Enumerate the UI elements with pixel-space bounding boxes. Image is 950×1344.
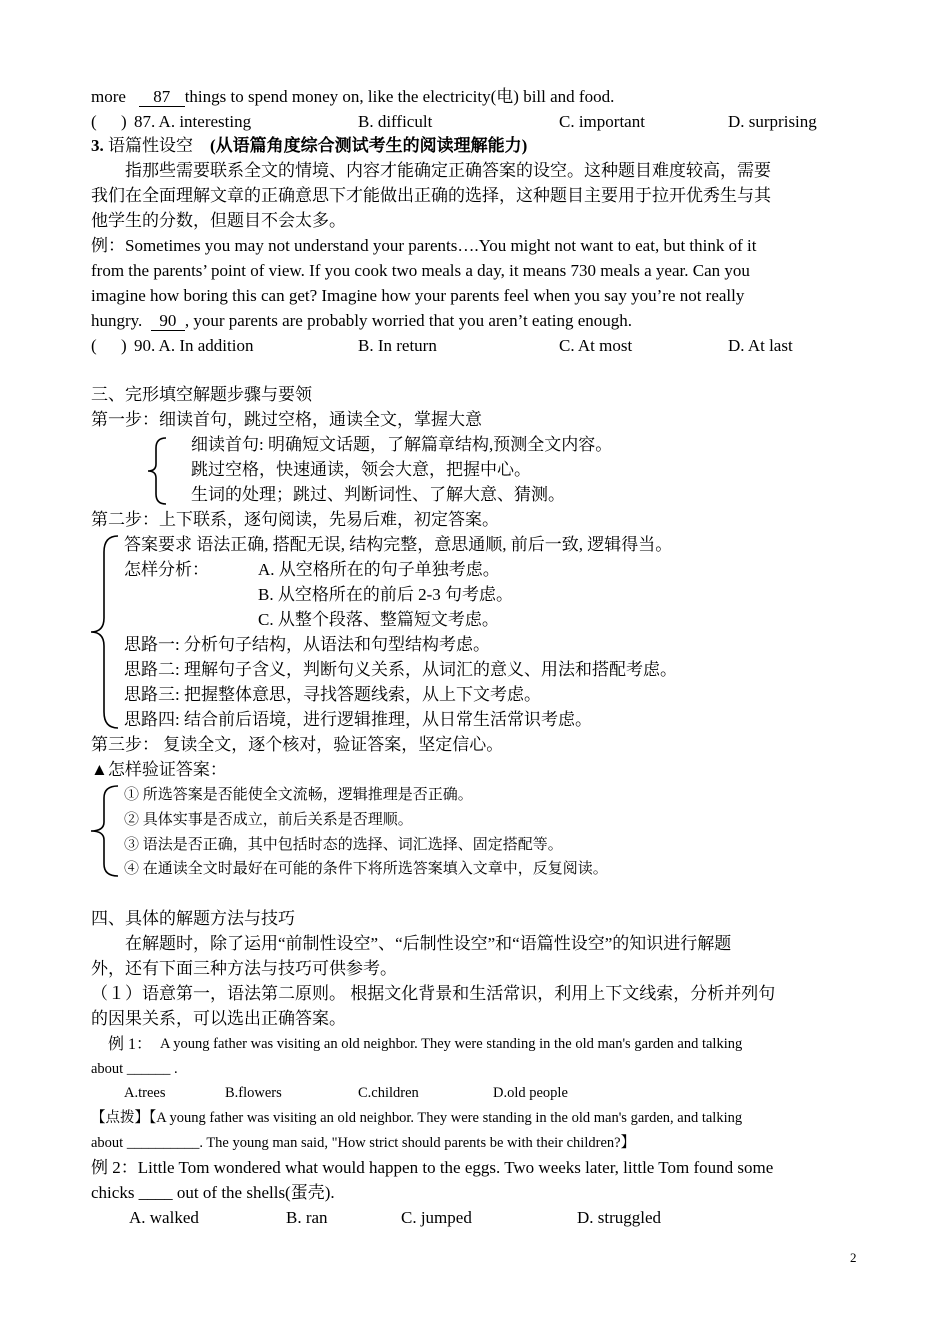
paragraph-line: 的因果关系，可以选出正确答案。 — [91, 1009, 346, 1028]
curly-brace-icon — [88, 784, 122, 878]
analysis-label: 怎样分析： — [124, 560, 209, 579]
answer-blank: 87 — [139, 88, 185, 107]
verify-item: ④ 在通读全文时最好在可能的条件下将所选答案填入文章中，反复阅读。 — [124, 861, 608, 877]
question-90: ( ) 90. A. In addition B. In return C. At most D. At last — [91, 336, 793, 355]
verify-heading: ▲怎样验证答案： — [91, 760, 227, 779]
analysis-item: A. 从空格所在的句子单独考虑。 — [258, 560, 500, 579]
section-title: 四、具体的解题方法与技巧 — [91, 909, 295, 928]
paragraph-line: 外，还有下面三种方法与技巧可供参考。 — [91, 959, 397, 978]
verify-item: ③ 语法是否正确，其中包括时态的选择、词汇选择、固定搭配等。 — [124, 837, 563, 853]
idea-item: 思路四: 结合前后语境，进行逻辑推理，从日常生活常识考虑。 — [124, 710, 592, 729]
step-one-item: 跳过空格，快速通读，领会大意，把握中心。 — [191, 460, 531, 479]
curly-brace-icon — [88, 534, 122, 730]
example-label: 例 1： — [108, 1036, 153, 1053]
step-one-item: 细读首句: 明确短文话题，了解篇章结构,预测全文内容。 — [191, 435, 613, 454]
step-three: 第三步： 复读全文，逐个核对，验证答案，坚定信心。 — [91, 735, 504, 754]
curly-brace-icon — [146, 436, 168, 506]
example-options: A. walked B. ran C. jumped D. struggled — [129, 1208, 662, 1227]
section-heading: 3. 语篇性设空 (从语篇角度综合测试考生的阅读理解能力) — [91, 136, 528, 155]
answer-blank: 90 — [151, 312, 185, 331]
idea-item: 思路二: 理解句子含义，判断句义关系，从词汇的意义、用法和搭配考虑。 — [124, 660, 677, 679]
example-line: 例：Sometimes you may not understand your parents….You might not want to eat, but think of it — [91, 236, 757, 255]
paragraph-line: 在解题时，除了运用“前制性设空”、“后制性设空”和“语篇性设空”的知识进行解题 — [125, 934, 732, 953]
step-two: 第二步：上下联系，逐句阅读，先易后难，初定答案。 — [91, 510, 499, 529]
idea-item: 思路一: 分析句子结构，从语法和句型结构考虑。 — [124, 635, 490, 654]
step-one: 第一步：细读首句，跳过空格，通读全文，掌握大意 — [91, 410, 482, 429]
text-line: more 87 things to spend money on, like the electricity(电) bill and food. — [91, 87, 615, 106]
example-line: imagine how boring this can get? Imagine how your parents feel when you say you’re not really — [91, 286, 745, 305]
verify-item: ② 具体实事是否成立，前后关系是否理顺。 — [124, 812, 413, 828]
paragraph-line: （１）语意第一，语法第二原则。 根据文化背景和生活常识，利用上下文线索，分析并列句 — [91, 984, 776, 1003]
paragraph-line: 指那些需要联系全文的情境、内容才能确定正确答案的设空。这种题目难度较高，需要 — [125, 161, 771, 180]
idea-item: 思路三: 把握整体意思，寻找答题线索，从上下文考虑。 — [124, 685, 541, 704]
step-one-item: 生词的处理；跳过、判断词性、了解大意、猜测。 — [191, 485, 565, 504]
paragraph-line: 他学生的分数，但题目不会太多。 — [91, 211, 346, 230]
example-line: chicks ____ out of the shells(蛋壳). — [91, 1183, 335, 1202]
example-line: from the parents’ point of view. If you cook two meals a day, it means 730 meals a year. Can you — [91, 261, 750, 280]
example-line: A young father was visiting an old neighbor. They were standing in the old man's garden and talking — [160, 1036, 743, 1052]
paragraph-line: 我们在全面理解文章的正确意思下才能做出正确的选择，这种题目主要用于拉开优秀生与其 — [91, 186, 771, 205]
example-line: about ______ . — [91, 1061, 178, 1077]
example-options: A.trees B.flowers C.children D.old people — [124, 1085, 568, 1101]
analysis-item: C. 从整个段落、整篇短文考虑。 — [258, 610, 499, 629]
verify-item: ① 所选答案是否能使全文流畅，逻辑推理是否正确。 — [124, 787, 473, 803]
tip-line: 【点拨】【A young father was visiting an old neighbor. They were standing in the old man's garden, and talking — [91, 1110, 743, 1126]
page-number: 2 — [850, 1250, 857, 1265]
question-87: ( ) 87. A. interesting B. difficult C. important D. surprising — [91, 112, 817, 131]
analysis-item: B. 从空格所在的前后 2-3 句考虑。 — [258, 585, 513, 604]
answer-requirement: 答案要求 语法正确, 搭配无误, 结构完整，意思通顺, 前后一致, 逻辑得当。 — [124, 535, 673, 554]
example-line: hungry. 90 , your parents are probably worried that you aren’t eating enough. — [91, 311, 633, 330]
example-line: 例 2：Little Tom wondered what would happen to the eggs. Two weeks later, little Tom found some — [91, 1158, 774, 1177]
tip-line: about __________. The young man said, "How strict should parents be with their children?】 — [91, 1135, 636, 1151]
section-title: 三、完形填空解题步骤与要领 — [91, 385, 312, 404]
